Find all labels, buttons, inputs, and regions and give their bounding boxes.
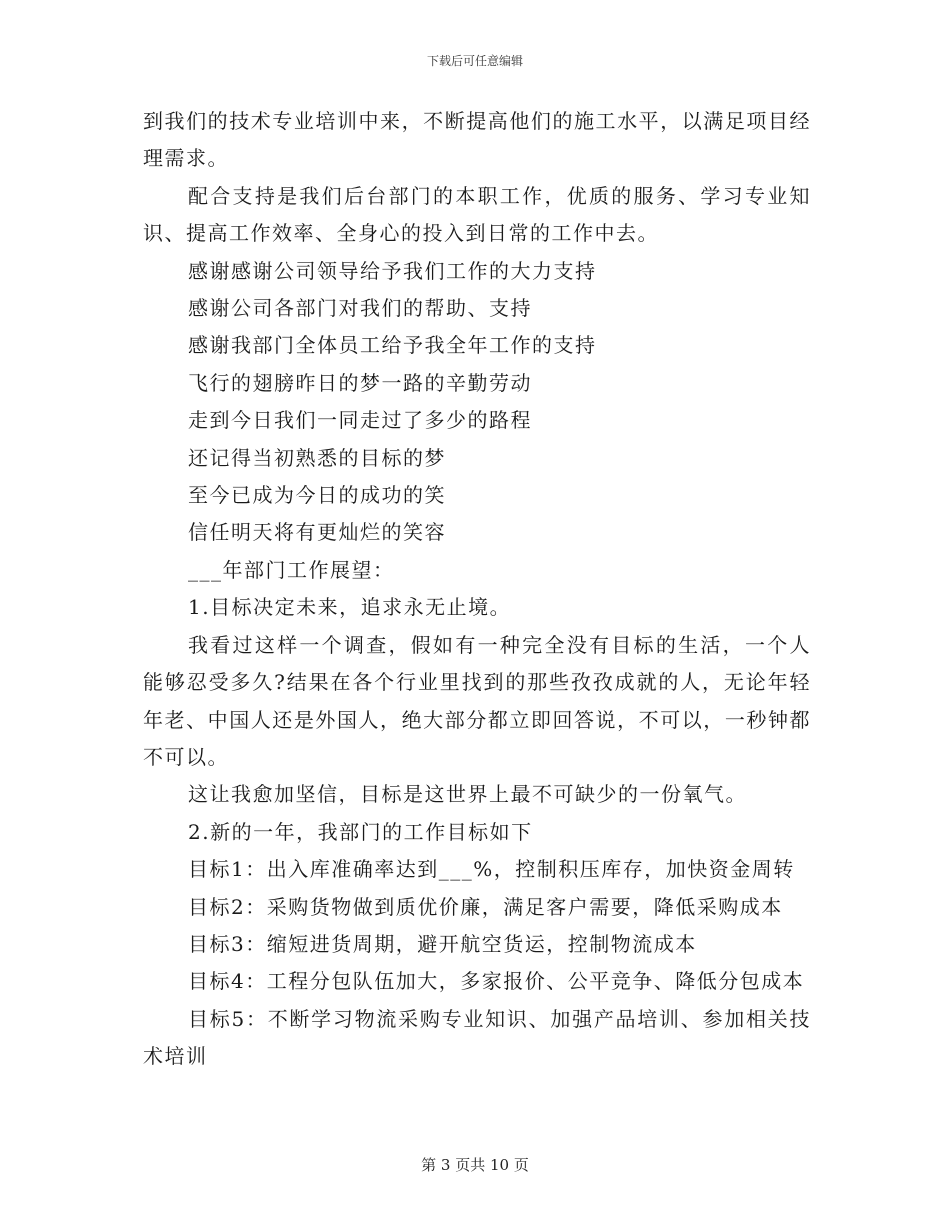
goal-item: 目标2：采购货物做到质优价廉，满足客户需要，降低采购成本 xyxy=(188,894,783,919)
paragraph: 走到今日我们一同走过了多少的路程 xyxy=(188,408,532,433)
paragraph: 飞行的翅膀昨日的梦一路的辛勤劳动 xyxy=(188,370,532,395)
paragraph: 配合支持是我们后台部门的本职工作，优质的服务、学习专业知识、提高工作效率、全身心的投入到日常的工作中去。 xyxy=(143,183,811,246)
goal-item: 目标5：不断学习物流采购专业知识、加强产品培训、参加相关技术培训 xyxy=(143,1006,811,1069)
section-heading: ___年部门工作展望： xyxy=(188,557,395,582)
page-header: 下载后可任意编辑 xyxy=(426,54,523,68)
goal-item: 目标1：出入库准确率达到___%，控制积压库存，加快资金周转 xyxy=(188,857,795,882)
paragraph: 信任明天将有更灿烂的笑容 xyxy=(188,520,446,545)
paragraph: 还记得当初熟悉的目标的梦 xyxy=(188,445,446,470)
paragraph: 到我们的技术专业培训中来，不断提高他们的施工水平，以满足项目经理需求。 xyxy=(143,109,811,171)
page-footer: 第 3 页共 10 页 xyxy=(421,1156,529,1174)
numbered-heading: 1.目标决定未来，追求永无止境。 xyxy=(188,595,512,620)
paragraph: 感谢我部门全体员工给予我全年工作的支持 xyxy=(188,333,597,358)
paragraph: 至今已成为今日的成功的笑 xyxy=(188,483,446,508)
document-body xyxy=(143,103,811,1076)
paragraph: 这让我愈加坚信，目标是这世界上最不可缺少的一份氧气。 xyxy=(188,782,747,807)
paragraph: 感谢感谢公司领导给予我们工作的大力支持 xyxy=(188,258,597,283)
goal-item: 目标4：工程分包队伍加大，多家报价、公平竞争、降低分包成本 xyxy=(188,969,805,994)
numbered-heading: 2.新的一年，我部门的工作目标如下 xyxy=(188,819,533,844)
paragraph: 我看过这样一个调查，假如有一种完全没有目标的生活，一个人能够忍受多久?结果在各个行业里找到的那些孜孜成就的人，无论年轻年老、中国人还是外国人，绝大部分都立即回答说，不可以，一秒钟都不可以。 xyxy=(143,632,811,769)
paragraph: 感谢公司各部门对我们的帮助、支持 xyxy=(188,296,532,321)
goal-item: 目标3：缩短进货周期，避开航空货运，控制物流成本 xyxy=(188,931,697,956)
